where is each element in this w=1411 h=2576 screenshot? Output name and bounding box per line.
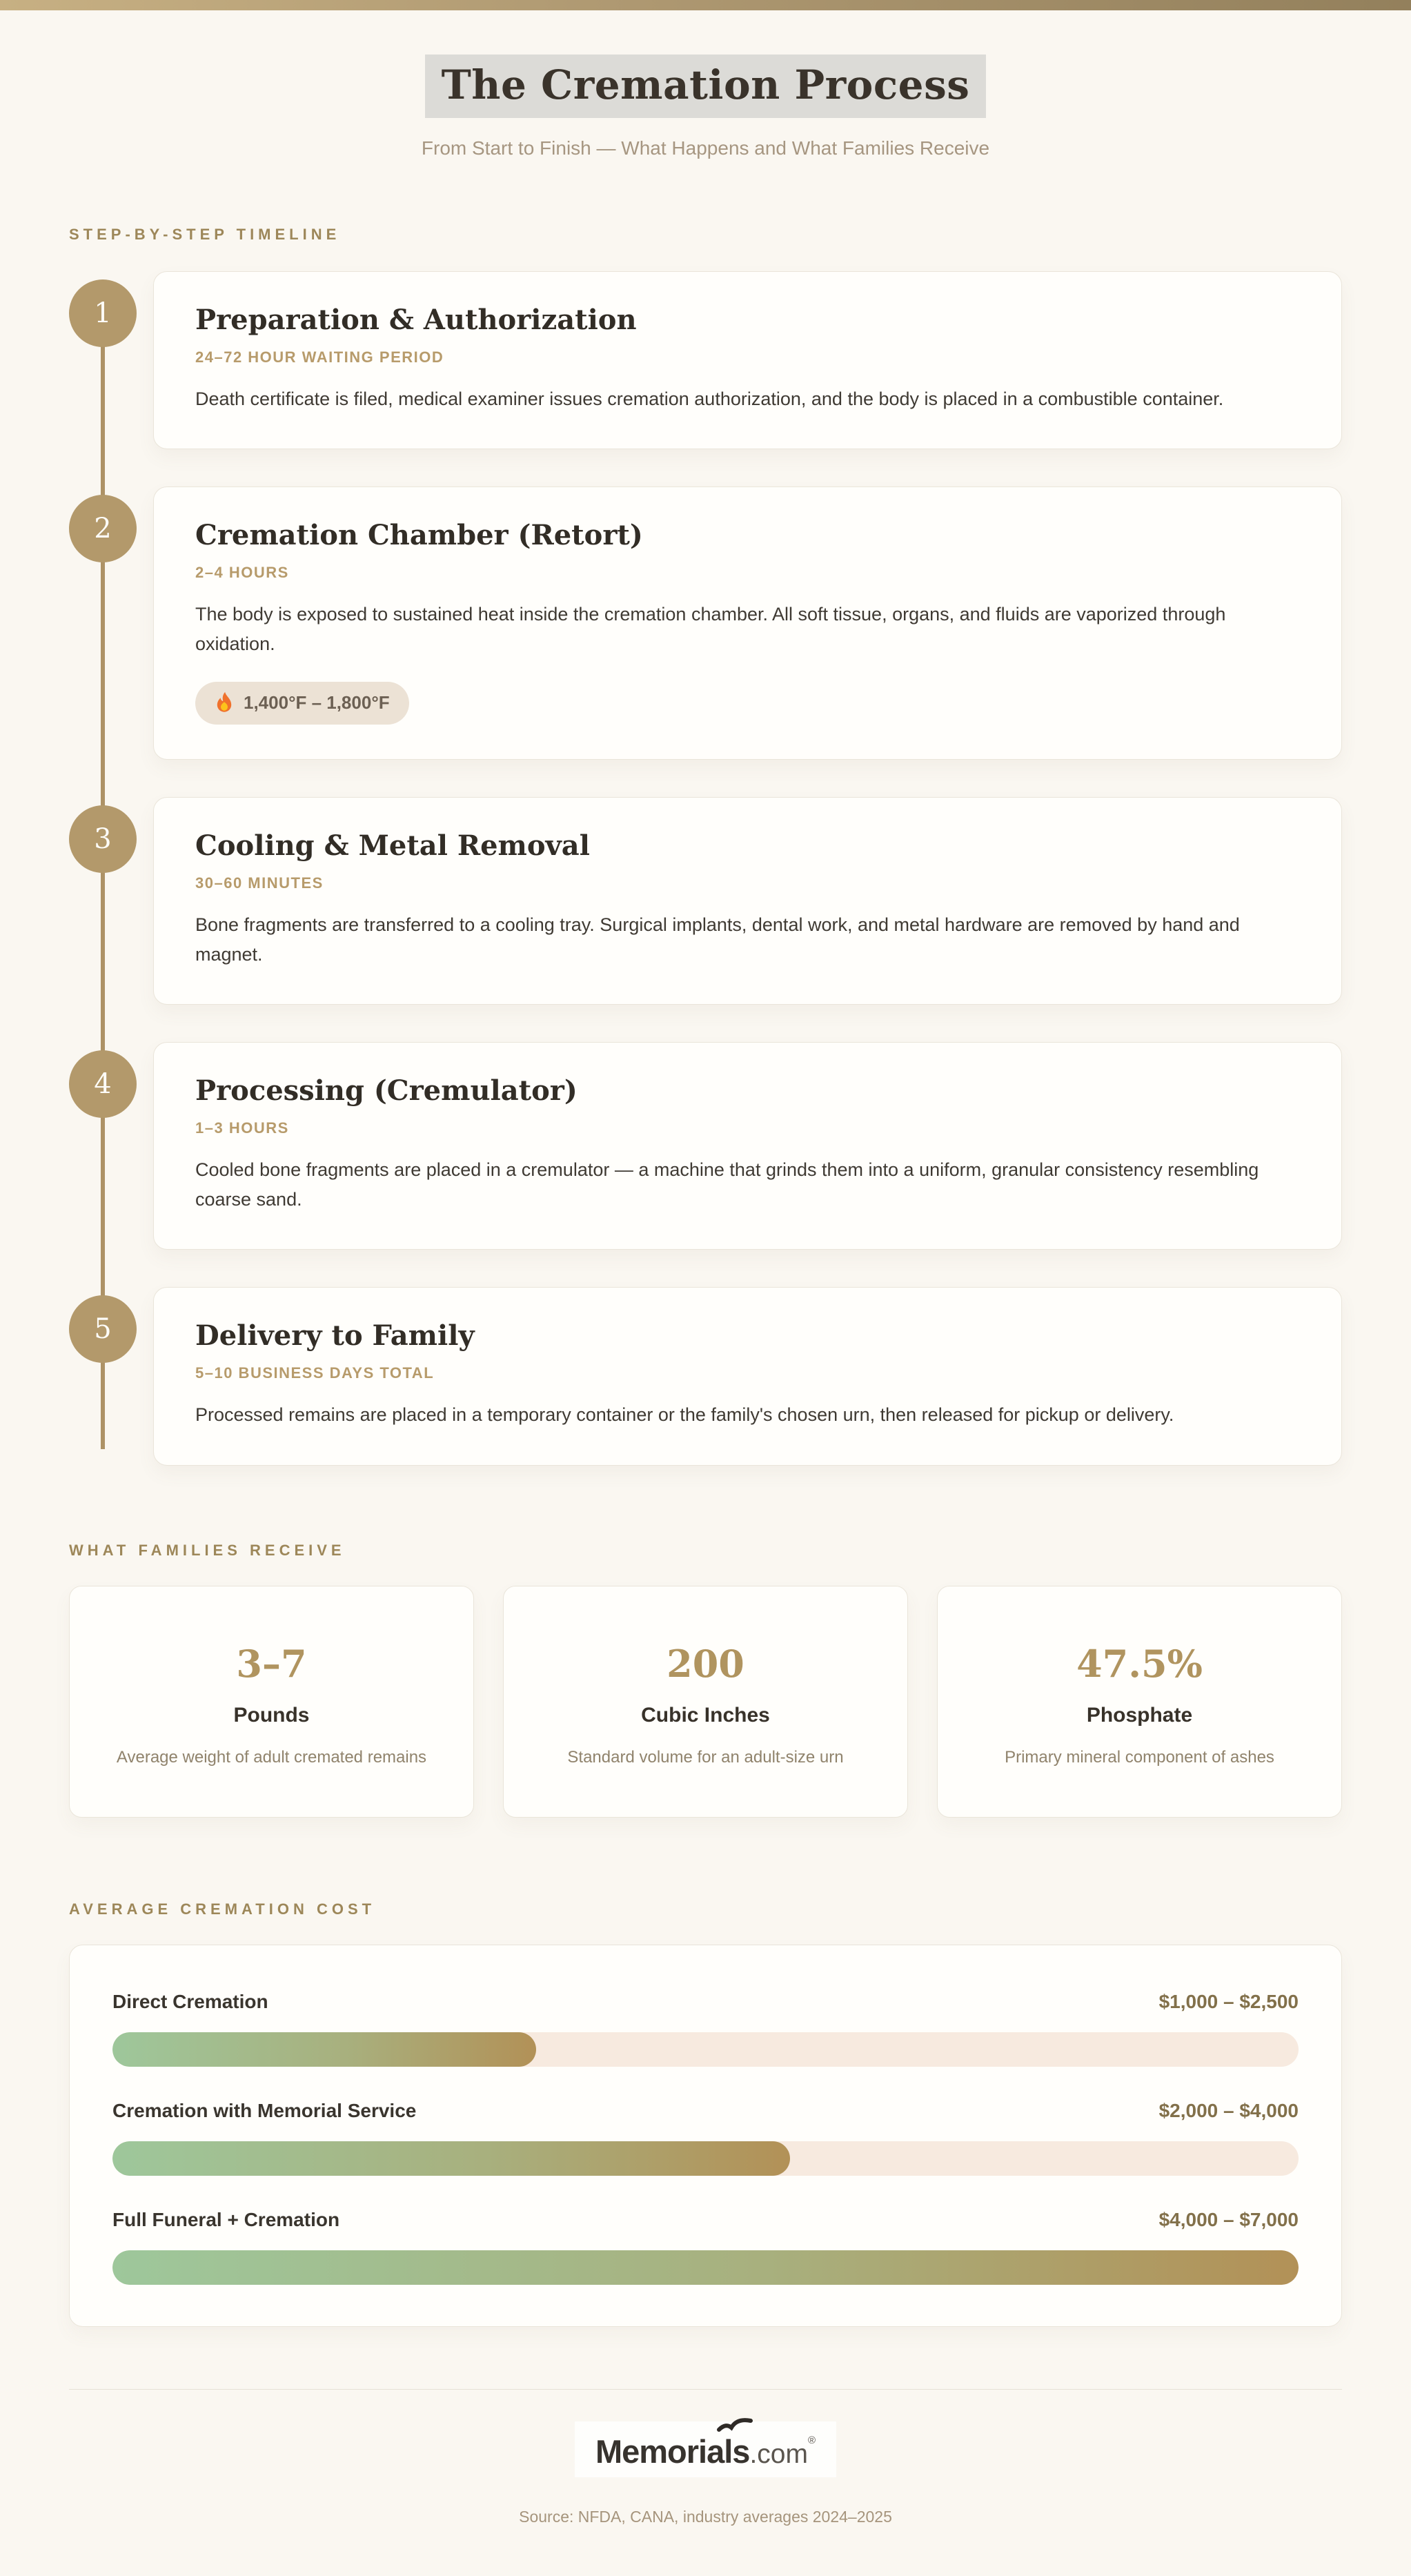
page-subtitle: From Start to Finish — What Happens and What Families Receive bbox=[421, 137, 990, 159]
step-card-preparation bbox=[153, 271, 1342, 449]
cost-chart-card bbox=[69, 1945, 1342, 2327]
timeline-step-3 bbox=[69, 797, 1342, 1005]
step-number-badge: 2 bbox=[69, 495, 137, 562]
cost-category-label: Full Funeral + Cremation bbox=[112, 2208, 340, 2230]
stat-value: 200 bbox=[667, 1641, 744, 1686]
step-number-column bbox=[69, 486, 153, 759]
stat-label: Cubic Inches bbox=[641, 1703, 770, 1727]
cost-range-value: $4,000 – $7,000 bbox=[1158, 2208, 1299, 2230]
stat-value: 47.5% bbox=[1076, 1641, 1203, 1686]
stat-card-pounds bbox=[69, 1586, 474, 1818]
step-card-cooling-metal-removal bbox=[153, 797, 1342, 1005]
bird-icon bbox=[713, 2416, 755, 2434]
top-accent-bar bbox=[0, 0, 1411, 10]
cost-range-value: $2,000 – $4,000 bbox=[1158, 2099, 1299, 2121]
logo-wrap bbox=[0, 2421, 1411, 2477]
memorials-logo[interactable] bbox=[575, 2421, 836, 2477]
step-duration: 1–3 HOURS bbox=[195, 1119, 289, 1137]
logo-name: Memorials bbox=[595, 2432, 750, 2470]
flame-icon bbox=[215, 691, 234, 715]
temperature-badge bbox=[195, 682, 409, 725]
timeline-step-4 bbox=[69, 1042, 1342, 1250]
cost-row-full-funeral bbox=[112, 2209, 1299, 2285]
cost-bar-track bbox=[112, 2141, 1299, 2176]
cost-category-label: Cremation with Memorial Service bbox=[112, 2099, 417, 2121]
stats-section bbox=[69, 1542, 1342, 1818]
cost-bar-fill bbox=[112, 2250, 1299, 2285]
cost-row-memorial-service bbox=[112, 2100, 1299, 2176]
step-duration: 30–60 MINUTES bbox=[195, 874, 324, 892]
step-number-badge: 5 bbox=[69, 1295, 137, 1363]
step-number-badge: 4 bbox=[69, 1050, 137, 1118]
main-content bbox=[69, 226, 1342, 2327]
step-duration: 24–72 HOUR WAITING PERIOD bbox=[195, 348, 444, 366]
step-title: Delivery to Family bbox=[195, 1319, 475, 1353]
stat-value: 3–7 bbox=[236, 1641, 307, 1686]
step-description: Death certificate is filed, medical examiner issues cremation authorization, and the body is placed in a combustible container. bbox=[195, 389, 1224, 409]
cost-bar-track bbox=[112, 2250, 1299, 2285]
page-title: The Cremation Process bbox=[425, 55, 987, 118]
step-description: Cooled bone fragments are placed in a cremulator — a machine that grinds them into a uniform, granular consistency resembling coarse sand. bbox=[195, 1159, 1259, 1210]
step-duration: 2–4 HOURS bbox=[195, 564, 289, 582]
step-title: Processing (Cremulator) bbox=[195, 1074, 578, 1107]
step-number-column bbox=[69, 271, 153, 449]
timeline-section bbox=[69, 226, 1342, 1466]
cost-row-head bbox=[112, 1991, 1299, 2013]
cost-row-head bbox=[112, 2100, 1299, 2122]
stats-section-label: WHAT FAMILIES RECEIVE bbox=[69, 1541, 346, 1559]
footer-divider bbox=[69, 2389, 1342, 2390]
stats-row bbox=[69, 1586, 1342, 1818]
step-card-processing bbox=[153, 1042, 1342, 1250]
cost-section-label: AVERAGE CREMATION COST bbox=[69, 1900, 376, 1918]
cost-row-direct-cremation bbox=[112, 1991, 1299, 2067]
step-number-column bbox=[69, 1287, 153, 1465]
stat-description: Average weight of adult cremated remains bbox=[116, 1747, 427, 1767]
timeline-step-5 bbox=[69, 1287, 1342, 1465]
cost-bar-track bbox=[112, 2032, 1299, 2067]
logo-tld: .com bbox=[749, 2439, 808, 2469]
stat-description: Standard volume for an adult-size urn bbox=[567, 1747, 844, 1767]
step-title: Cremation Chamber (Retort) bbox=[195, 519, 643, 552]
step-description: The body is exposed to sustained heat inside the cremation chamber. All soft tissue, organs, and fluids are vaporized through oxidation. bbox=[195, 604, 1226, 655]
registered-mark: ® bbox=[807, 2434, 816, 2446]
timeline-step-1 bbox=[69, 271, 1342, 449]
cost-range-value: $1,000 – $2,500 bbox=[1158, 1990, 1299, 2012]
stat-label: Pounds bbox=[233, 1703, 310, 1727]
step-description: Bone fragments are transferred to a cooling tray. Surgical implants, dental work, and metal hardware are removed by hand and magnet. bbox=[195, 914, 1240, 965]
page-footer bbox=[0, 2389, 1411, 2576]
step-card-cremation-chamber bbox=[153, 486, 1342, 759]
step-description: Processed remains are placed in a temporary container or the family's chosen urn, then released for pickup or delivery. bbox=[195, 1404, 1174, 1426]
cost-row-head bbox=[112, 2209, 1299, 2231]
step-card-delivery bbox=[153, 1287, 1342, 1465]
page-header bbox=[0, 10, 1411, 159]
step-number-badge: 3 bbox=[69, 805, 137, 873]
timeline bbox=[69, 271, 1342, 1466]
step-title: Preparation & Authorization bbox=[195, 304, 637, 336]
step-number-column bbox=[69, 797, 153, 1005]
cost-section bbox=[69, 1900, 1342, 2327]
timeline-section-label: STEP-BY-STEP TIMELINE bbox=[69, 226, 341, 243]
temperature-badge-text: 1,400°F – 1,800°F bbox=[244, 692, 390, 714]
stat-label: Phosphate bbox=[1086, 1703, 1193, 1727]
step-duration: 5–10 BUSINESS DAYS TOTAL bbox=[195, 1364, 435, 1382]
cost-category-label: Direct Cremation bbox=[112, 1990, 268, 2012]
source-attribution: Source: NFDA, CANA, industry averages 2024–2025 bbox=[519, 2507, 892, 2526]
cost-bar-fill bbox=[112, 2032, 536, 2067]
cost-bar-fill bbox=[112, 2141, 790, 2176]
step-title: Cooling & Metal Removal bbox=[195, 829, 590, 862]
stat-card-cubic-inches bbox=[503, 1586, 908, 1818]
step-number-badge: 1 bbox=[69, 279, 137, 347]
stat-description: Primary mineral component of ashes bbox=[1005, 1747, 1274, 1767]
stat-card-phosphate bbox=[937, 1586, 1342, 1818]
timeline-step-2 bbox=[69, 486, 1342, 759]
step-number-column bbox=[69, 1042, 153, 1250]
